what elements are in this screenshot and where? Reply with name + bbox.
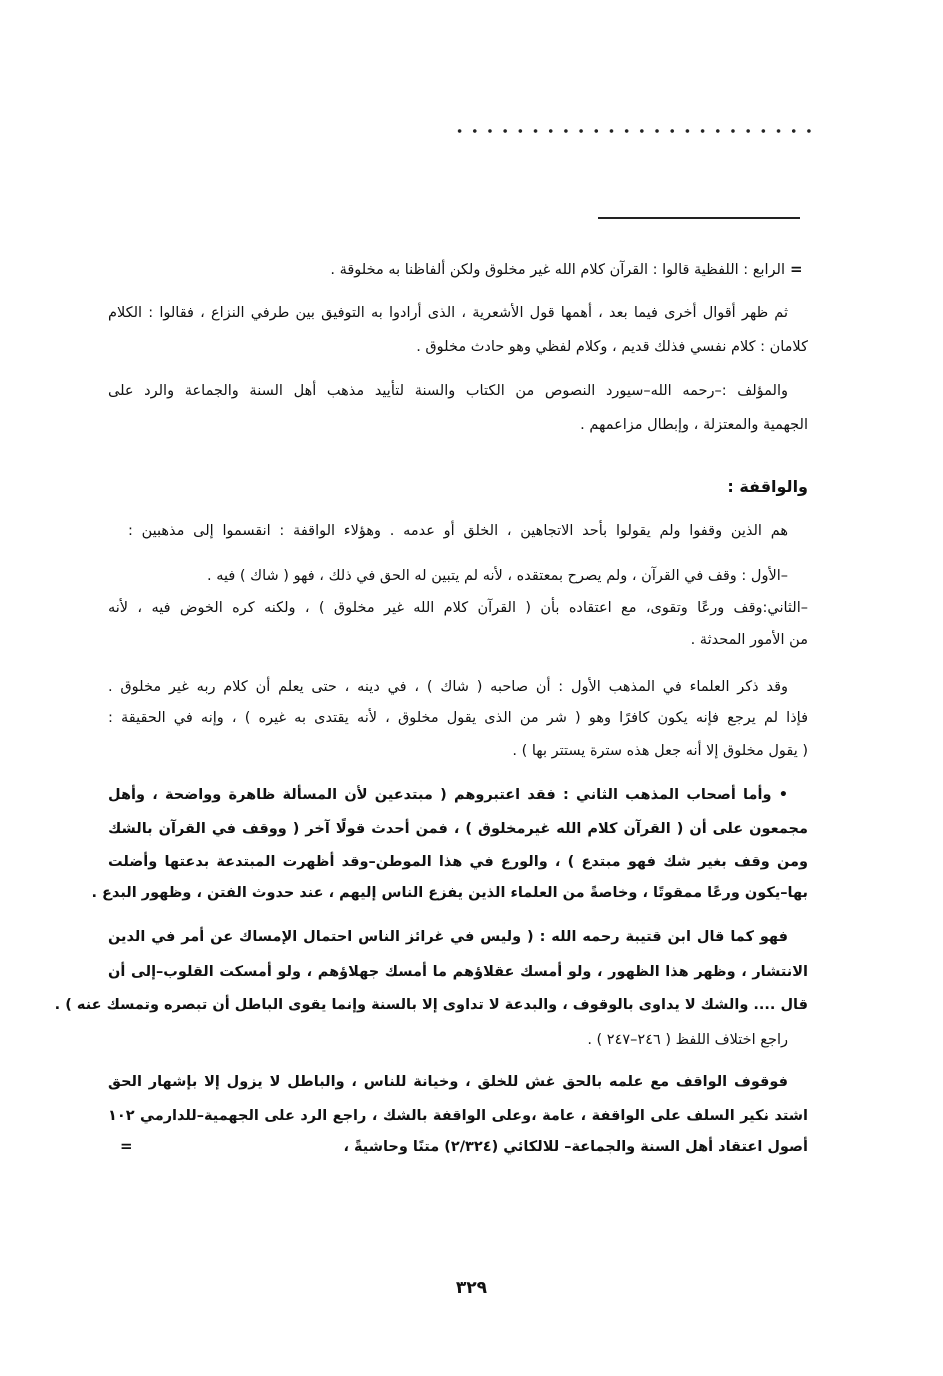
text-line: ( يقول مخلوق إلا أنه جعل هذه سترة يستتر بها ) . [512, 743, 808, 759]
text-line: ثم ظهر أقوال أخرى فيما بعد ، أهمها قول الأشعرية ، الذى أرادوا به التوفيق بين طرفي النزاع ، فقالوا : الكلام [108, 305, 788, 321]
dotted-header-rule [452, 126, 818, 136]
text-line: فإذا لم يرجع فإنه يكون كافرًا وهو ( شر من الذى يقول مخلوق ، لأنه يقتدى به غيره ) ، وإنه في الحقيقة : [108, 710, 808, 726]
text-line: الرابع : اللفظية قالوا : القرآن كلام الله غير مخلوق ولكن ألفاظنا به مخلوقة . [330, 262, 785, 278]
text-line: الجهمية والمعتزلة ، وإبطال مزاعمهم . [580, 417, 808, 433]
text-line: من الأمور المحدثة . [690, 632, 808, 648]
text-line: هم الذين وقفوا ولم يقولوا بأحد الاتجاهين ، الخلق أو عدمه . وهؤلاء الواقفة : انقسموا إلى مذهبين : [128, 523, 788, 539]
text-line: فوقوف الواقف مع علمه بالحق غش للخلق ، وخيانة للناس ، والباطل لا يزول إلا بإشهار الحق [108, 1074, 788, 1090]
text-line: راجع اختلاف اللفظ ( ٢٤٦–٢٤٧ ) . [587, 1032, 788, 1048]
text-line: • وأما أصحاب المذهب الثاني : فقد اعتبروهم ( مبتدعين لأن المسألة ظاهرة وواضحة ، وأهل [108, 787, 788, 803]
text-line: –الأول : وقف في القرآن ، ولم يصرح بمعتقده ، لأنه لم يتبين له الحق في ذلك ، فهو ( شاك ) فيه . [207, 568, 788, 584]
continuation-mark-start: = [790, 260, 803, 278]
section-heading: والواقفة : [727, 477, 808, 496]
text-line: فهو كما قال ابن قتيبة رحمه الله : ( وليس في غرائز الناس احتمال الإمساك عن أمر في الدين [108, 929, 788, 945]
text-line: الانتشار ، وظهر هذا الظهور ، ولو أمسك عقلاؤهم ما أمسك جهلاؤهم ، ولو أمسكت القلوب–إلى أن [108, 964, 808, 980]
text-line: اشتد نكير السلف على الواقفة ، عامة ،وعلى الواقفة بالشك ، راجع الرد على الجهمية–للدارمي ١٠٢ [108, 1108, 808, 1124]
text-line: بها–يكون ورعًا ممقوتًا ، وخاصةً من العلماء الذين يفزع الناس إليهم ، عند حدوث الفتن ، وظهور البدع . [91, 885, 808, 901]
page-number: ٣٢٩ [455, 1278, 488, 1298]
text-line: كلامان : كلام نفسي فذلك قديم ، وكلام لفظي وهو حادث مخلوق . [416, 339, 808, 355]
text-line: وقد ذكر العلماء في المذهب الأول : أن صاحبه ( شاك ) ، في دينه ، حتى يعلم أن كلام ربه غير مخلوق . [108, 679, 788, 695]
text-line: ومن وقف بغير شك فهو مبتدع ) ، والورع في هذا الموطن–وقد أظهرت المبتدعة بدعتها وأضلت [108, 854, 808, 870]
text-line: –الثاني:وقف ورعًا وتقوى، مع اعتقاده بأن ( القرآن كلام الله غير مخلوق ) ، ولكنه كره الخوض فيه ، لأنه [108, 600, 808, 616]
text-line: أصول اعتقاد أهل السنة والجماعة– للالكائي (٢/٣٢٤) متنًا وحاشيةً ، [343, 1139, 808, 1155]
text-line: قال .... والشك لا يداوى بالوقوف ، والبدعة لا تداوى إلا بالسنة وإنما يقوى الباطل أن تبصره وتمسك عنه ) . [54, 997, 808, 1013]
text-line: مجمعون على أن ( القرآن كلام الله غيرمخلوق ) ، فمن أحدث قولًا آخر ( ووقف في القرآن بالشك [108, 821, 808, 837]
footnote-separator [598, 217, 800, 219]
continuation-mark-end: = [120, 1137, 133, 1155]
text-line: والمؤلف :–رحمه الله–سيورد النصوص من الكتاب والسنة لتأييد مذهب أهل السنة والجماعة والرد على [108, 383, 788, 399]
